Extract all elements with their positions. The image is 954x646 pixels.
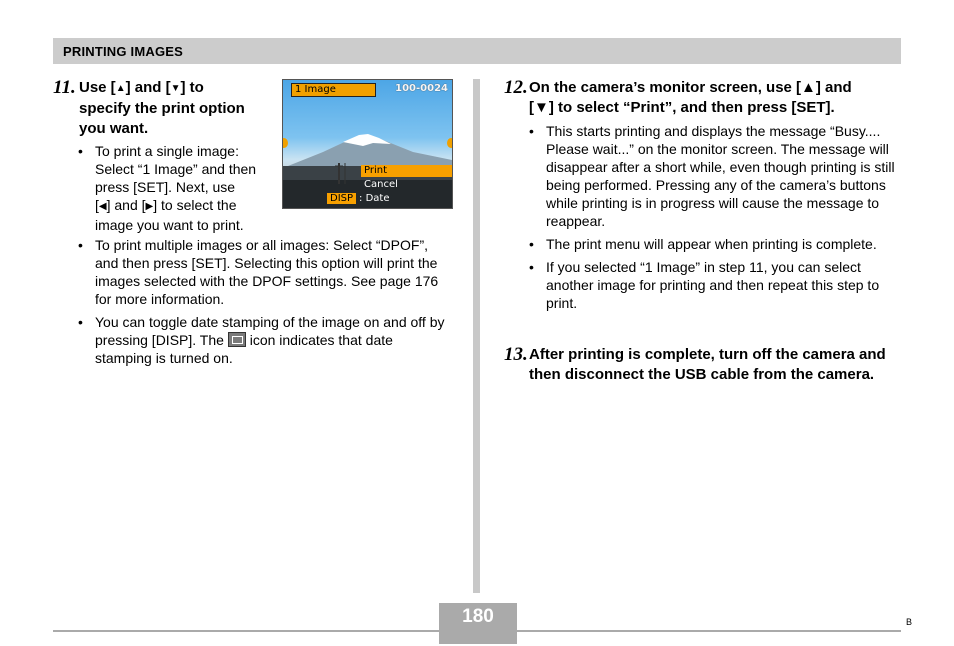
step-11-number: 11. (53, 77, 76, 98)
corner-mark: B (906, 617, 913, 627)
step-12-number: 12. (504, 77, 528, 98)
image-mode-tag: 1 Image (291, 83, 376, 97)
step-11-bullet-3: • You can toggle date stamping of the image on and off by pressing [DISP]. The icon indicates that date stamping is turned on. (78, 313, 453, 367)
step-12-heading: On the camera’s monitor screen, use [▲] and [▼] to select “Print”, and then press [SET]. (529, 79, 852, 116)
menu-item-print[interactable]: Print (361, 165, 452, 177)
disp-date-hint: DISP : Date (327, 193, 389, 205)
section-header-bar (53, 38, 901, 64)
step-11-bullet-1: • To print a single image: Select “1 Image” and then press [SET]. Next, use [◀] and [▶] to select the image you want to print. (78, 142, 278, 234)
step-12-bullet-1: • This starts printing and displays the message “Busy.... Please wait...” on the monitor screen. The message will disappear after a short while, even though printing is still being performed. Pressing any of the camera’s buttons while printing is in progress will cause the message to reappear. (529, 122, 899, 230)
right-arrow-icon (447, 138, 453, 148)
camera-monitor-screen (282, 79, 453, 209)
step-12-bullet-2: • The print menu will appear when printing is complete. (529, 235, 899, 253)
step-13-heading: After printing is complete, turn off the camera and then disconnect the USB cable from the camera. (529, 346, 886, 383)
step-12-bullet-3: • If you selected “1 Image” in step 11, you can select another image for printing and then repeat this step to print. (529, 258, 899, 312)
page-number: 180 (439, 603, 517, 631)
date-stamp-icon (228, 332, 246, 347)
section-title: PRINTING IMAGES (63, 44, 184, 59)
column-divider (473, 79, 480, 593)
disp-key: DISP (327, 193, 356, 204)
file-number: 100-0024 (395, 83, 448, 94)
step-12-bullets (529, 122, 899, 312)
step-13-number: 13. (504, 344, 528, 365)
page-number-tab (439, 631, 517, 644)
step-11-bullets-rest (78, 236, 453, 367)
menu-item-cancel[interactable]: Cancel (364, 179, 398, 190)
step-11-bullet-2: • To print multiple images or all images: Select “DPOF”, and then press [SET]. Selecting this option will print the images selected with the DPOF settings. See page 176 for more information. (78, 236, 453, 308)
step-11-heading: Use [▲] and [▼] to specify the print option you want. (79, 79, 245, 137)
